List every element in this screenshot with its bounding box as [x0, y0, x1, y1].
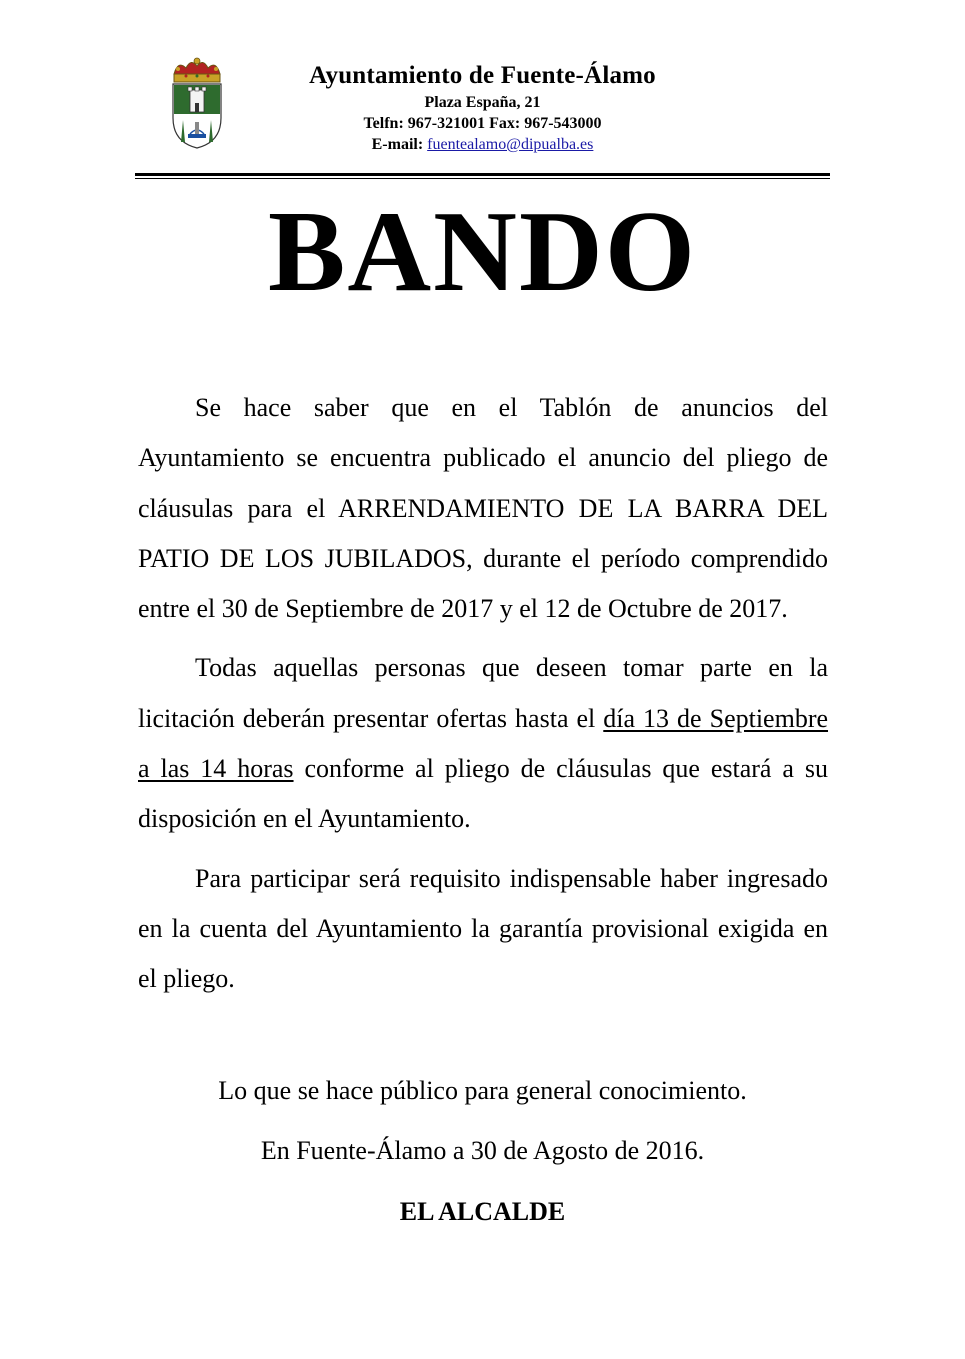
- coat-of-arms-icon: [164, 56, 230, 150]
- organization-name: Ayuntamiento de Fuente-Álamo: [309, 62, 656, 89]
- email-link[interactable]: fuentealamo@dipualba.es: [427, 136, 594, 153]
- paragraph-2-end: conforme al pliego de cláusulas que estará a su disposición en el Ayuntamiento.: [138, 754, 828, 834]
- phone-fax: Telfn: 967-321001 Fax: 967-543000: [363, 115, 602, 132]
- closing-statement: Lo que se hace público para general conocimiento.: [218, 1076, 747, 1105]
- letterhead: [270, 60, 695, 155]
- document-body: [138, 383, 828, 1014]
- email-label: E-mail:: [371, 136, 424, 153]
- header-divider: [135, 173, 830, 176]
- address: Plaza España, 21: [424, 94, 541, 111]
- paragraph-3: Para participar será requisito indispensable haber ingresado en la cuenta del Ayuntamiento la garantía provisional exigida en el pliego.: [138, 863, 828, 994]
- crown-icon: [174, 58, 220, 82]
- paragraph-1: Se hace saber que en el Tablón de anuncios del Ayuntamiento se encuentra publicado el anuncio del pliego de cláusulas para el ARRENDAMIENTO DE LA BARRA DEL PATIO DE LOS JUBILADOS, durante el período comprendido entre el 30 de Septiembre de 2017 y el 12 de Octubre de 2017.: [138, 393, 828, 624]
- place-and-date: En Fuente-Álamo a 30 de Agosto de 2016.: [260, 1136, 705, 1165]
- paragraph-2-start: Todas aquellas personas que deseen tomar parte en la licitación deberán presentar ofertas hasta el: [138, 653, 828, 733]
- signature: EL ALCALDE: [399, 1197, 566, 1226]
- email-line: [270, 134, 695, 155]
- document-title: BANDO: [268, 188, 697, 316]
- paragraph-2: [138, 643, 828, 844]
- shield-icon: [173, 84, 221, 148]
- header-divider-thin: [135, 178, 830, 179]
- deadline-text: día 13 de Septiembre a las 14 horas: [138, 703, 829, 784]
